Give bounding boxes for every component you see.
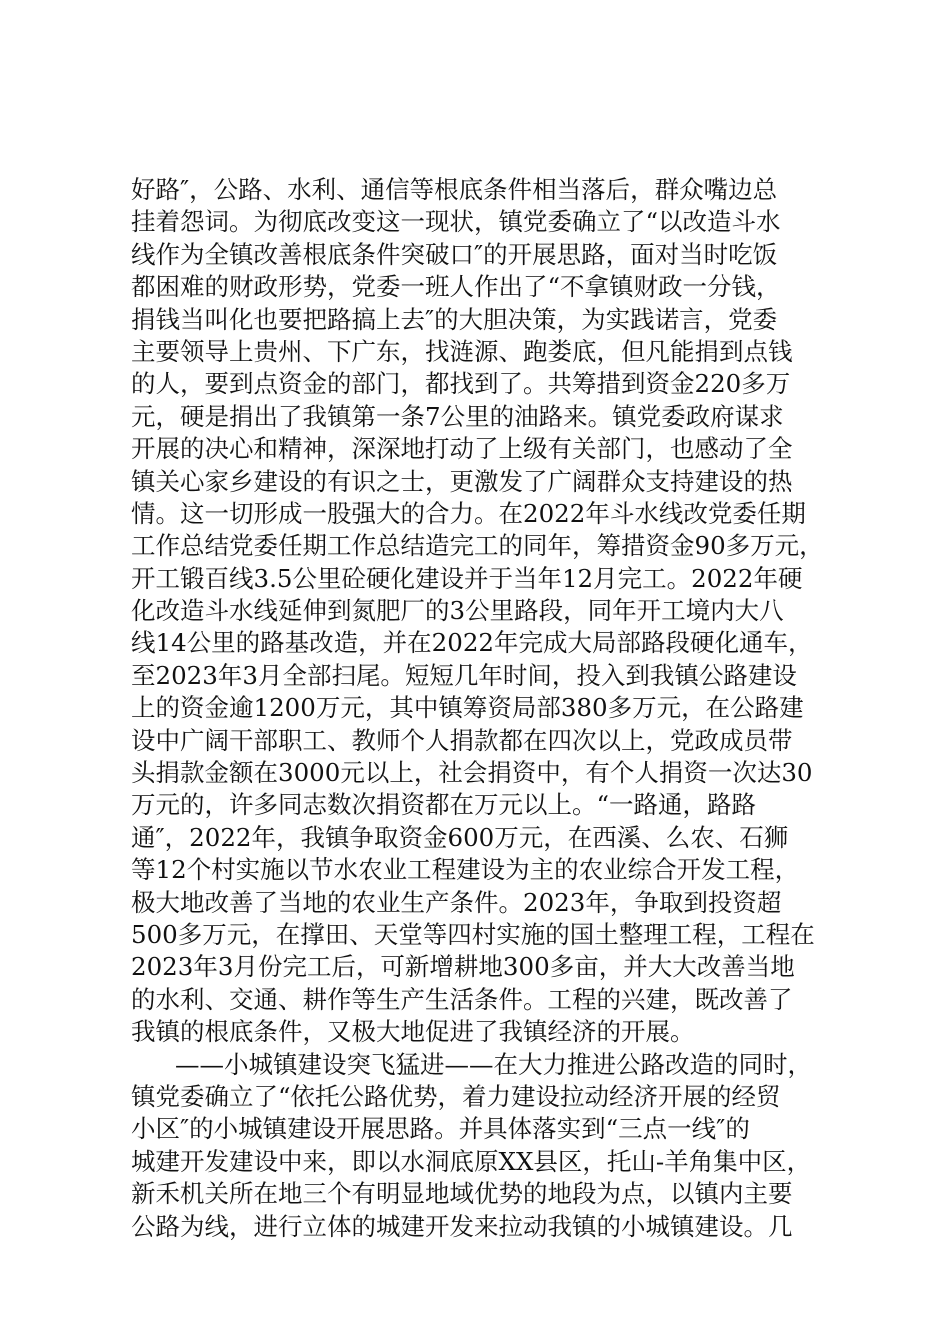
text-line: ——小城镇建设突飞猛进——在大力推进公路改造的同时， <box>175 1049 812 1079</box>
document-body <box>131 174 831 1243</box>
paragraph-small-town-construction <box>131 1049 831 1243</box>
text-line: 的水利、交通、耕作等生产生活条件。工程的兴建，既改善了 <box>131 984 793 1014</box>
text-line: 镇关心家乡建设的有识之士，更激发了广阔群众支持建设的热 <box>131 466 793 496</box>
text-line: 头捐款金额在3000元以上，社会捐资中，有个人捐资一次达30 <box>131 758 813 788</box>
text-line: 等12个村实施以节水农业工程建设为主的农业综合开发工程， <box>131 855 800 885</box>
text-line: 化改造斗水线延伸到氮肥厂的3公里路段，同年开工境内大八 <box>131 596 784 626</box>
text-line: 线作为全镇改善根底条件突破口″的开展思路，面对当时吃饭 <box>131 239 778 269</box>
text-line: 城建开发建设中来，即以水洞底原XX县区，托山-羊角集中区， <box>131 1146 812 1176</box>
text-line: 主要领导上贵州、下广东，找涟源、跑娄底，但凡能捐到点钱 <box>131 336 793 366</box>
text-line: 公路为线，进行立体的城建开发来拉动我镇的小城镇建设。几 <box>131 1211 793 1241</box>
text-line: 2023年3月份完工后，可新增耕地300多亩，并大大改善当地 <box>131 952 795 982</box>
text-line: 开展的决心和精神，深深地打动了上级有关部门，也感动了全 <box>131 434 793 464</box>
text-line: 500多万元，在撑田、天堂等四村实施的国土整理工程，工程在 <box>131 919 815 949</box>
text-line: 新禾机关所在地三个有明显地域优势的地段为点，以镇内主要 <box>131 1179 793 1209</box>
text-line: 开工锻百线3.5公里砼硬化建设并于当年12月完工。2022年硬 <box>131 563 803 593</box>
text-line: 的人，要到点资金的部门，都找到了。共筹措到资金220多万 <box>131 369 791 399</box>
text-line: 挂着怨词。为彻底改变这一现状，镇党委确立了“以改造斗水 <box>131 207 781 237</box>
text-line: 小区″的小城镇建设开展思路。并具体落实到“三点一线″的 <box>131 1114 750 1144</box>
text-line: 元，硬是捐出了我镇第一条7公里的油路来。镇党委政府谋求 <box>131 401 784 431</box>
text-line: 设中广阔干部职工、教师个人捐款都在四次以上，党政成员带 <box>131 725 793 755</box>
text-line: 捐钱当叫化也要把路搞上去″的大胆决策，为实践诺言，党委 <box>131 304 778 334</box>
text-line: 都困难的财政形势，党委一班人作出了“不拿镇财政一分钱， <box>131 272 781 302</box>
text-line: 好路″，公路、水利、通信等根底条件相当落后，群众嘴边总 <box>131 175 778 204</box>
text-line: 工作总结党委任期工作总结造完工的同年，筹措资金90多万元， <box>131 531 824 561</box>
text-line: 通″，2022年，我镇争取资金600万元，在西溪、么农、石狮 <box>131 822 789 852</box>
text-line: 镇党委确立了“依托公路优势，着力建设拉动经济开展的经贸 <box>131 1081 781 1111</box>
text-line: 线14公里的路基改造，并在2022年完成大局部路段硬化通车， <box>131 628 813 658</box>
text-line: 我镇的根底条件，又极大地促进了我镇经济的开展。 <box>131 1017 695 1047</box>
text-line: 极大地改善了当地的农业生产条件。2023年，争取到投资超 <box>131 887 782 917</box>
text-line: 万元的，许多同志数次捐资都在万元以上。“一路通，路路 <box>131 790 757 820</box>
text-line: 情。这一切形成一股强大的合力。在2022年斗水线改党委任期 <box>131 498 806 528</box>
text-line: 上的资金逾1200万元，其中镇筹资局部380多万元，在公路建 <box>131 693 804 723</box>
text-line: 至2023年3月全部扫尾。短短几年时间，投入到我镇公路建设 <box>131 660 797 690</box>
paragraph-road-construction <box>131 174 831 1049</box>
